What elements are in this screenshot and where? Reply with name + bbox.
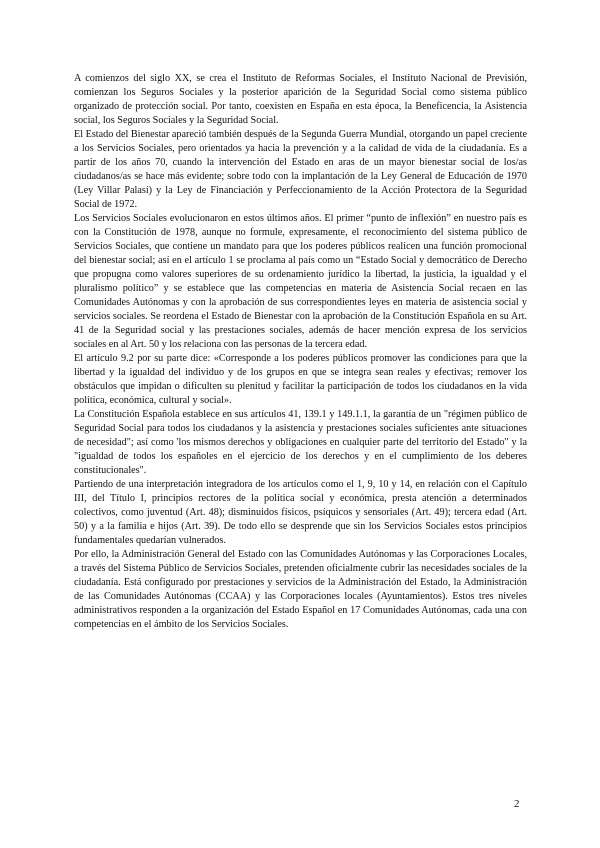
paragraph-1: A comienzos del siglo XX, se crea el Instituto de Reformas Sociales, el Instituto Nacional de Previsión, comienzan los Seguros Sociales y la posterior aparición de la Seguridad Social como sistema público organizado de protección social. Por tanto, coexisten en España en esta época, la Beneficencia, la Asistencia social, los Seguros Sociales y la Seguridad Social.: [74, 73, 527, 126]
paragraph-6: Partiendo de una interpretación integradora de los artículos como el 1, 9, 10 y 14, en relación con el Capítulo III, del Título I, principios rectores de la política social y económica, presta atención a determinados colectivos, como juventud (Art. 48); disminuidos físicos, psíquicos y sensoriales (Art. 49); tercera edad (Art. 50) y a la familia e hijos (Art. 39). De todo ello se desprende que sin los Servicios Sociales estos principios fundamentales quedarían vulnerados.: [74, 479, 527, 546]
paragraph-2: El Estado del Bienestar apareció también después de la Segunda Guerra Mundial, otorgando un papel creciente a los Servicios Sociales, pero orientados ya hacia la prevención y a la calidad de vida de la ciudadanía. Es a partir de los años 70, cuando la intervención del Estado en aras de un mayor bienestar social de los/as ciudadanos/as se hace más evidente; sobre todo con la implantación de la Ley General de Educación de 1970 (Ley Villar Palasí) y la Ley de Financiación y Perfeccionamiento de la Acción Protectora de la Seguridad Social de 1972.: [74, 129, 527, 210]
body-text: [74, 72, 527, 632]
paragraph-4: El artículo 9.2 por su parte dice: «Corresponde a los poderes públicos promover las condiciones para que la libertad y la igualdad del individuo y de los grupos en que se integra sean reales y efectivas; remover los obstáculos que impidan o dificulten su plenitud y facilitar la participación de todos los ciudadanos en la vida política, económica, cultural y social».: [74, 353, 527, 406]
paragraph-7: Por ello, la Administración General del Estado con las Comunidades Autónomas y las Corporaciones Locales, a través del Sistema Público de Servicios Sociales, pretenden oficialmente cubrir las necesidades sociales de la ciudadanía. Está configurado por prestaciones y servicios de la Administración del Estado, la Administración de las Comunidades Autónomas (CCAA) y las Corporaciones locales (Ayuntamientos). Estos tres niveles administrativos responden a la organización del Estado Español en 17 Comunidades Autónomas, cada una con competencias en el ámbito de los Servicios Sociales.: [74, 549, 527, 630]
paragraph-3: Los Servicios Sociales evolucionaron en estos últimos años. El primer “punto de inflexión” en nuestro país es con la Constitución de 1978, aunque no formule, expresamente, el reconocimiento del sistema público de Servicios Sociales, que contiene un mandato para que los poderes públicos realicen una función promocional del bienestar social; así en el artículo 1 se proclama al país como un “Estado Social y democrático de Derecho que propugna como valores superiores de su ordenamiento jurídico la libertad, la justicia, la igualdad y el pluralismo político” y se establece que las competencias en materia de Asistencia Social recaen en las Comunidades Autónomas y con la aprobación de sus correspondientes leyes en materia de asistencia social y servicios sociales. Se reordena el Estado de Bienestar con la aprobación de la Constitución Española en su Art. 41 de la Seguridad social y las prestaciones sociales, además de hacer mención expresa de los servicios sociales en al Art. 50 y los relaciona con las personas de la tercera edad.: [74, 213, 527, 350]
paragraph-5: La Constitución Española establece en sus artículos 41, 139.1 y 149.1.1, la garantía de un "régimen público de Seguridad Social para todos los ciudadanos y la asistencia y prestaciones sociales suficientes ante situaciones de necesidad"; así como 'los mismos derechos y obligaciones en cualquier parte del territorio del Estado" y la "igualdad de todos los españoles en el ejercicio de los derechos y en el cumplimiento de los deberes constitucionales".: [74, 409, 527, 476]
page-number: 2: [514, 798, 520, 810]
